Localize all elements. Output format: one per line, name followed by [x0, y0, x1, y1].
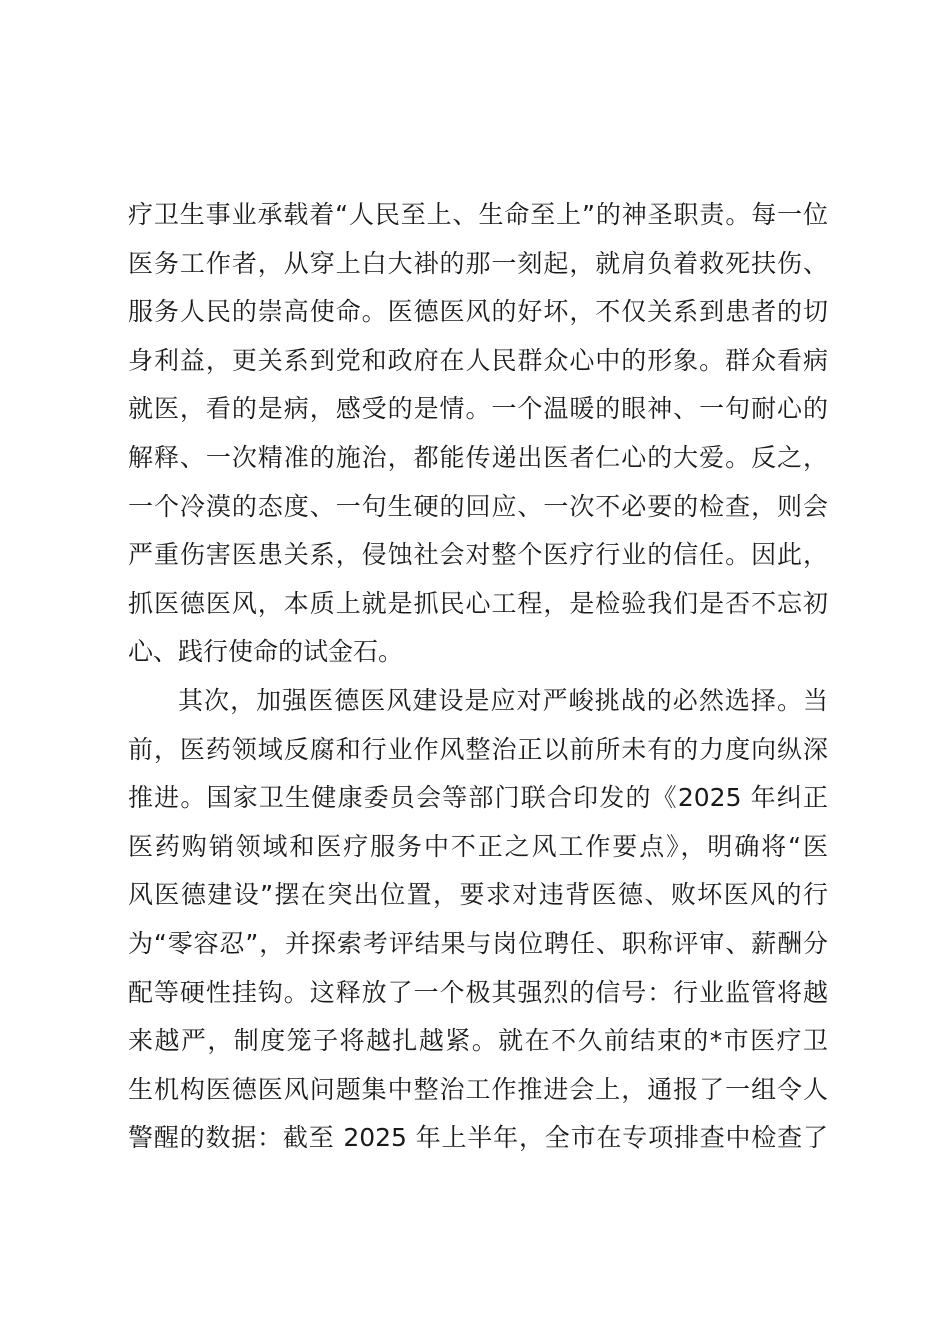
text-line: 生机构医德医风问题集中整治工作推进会上，通报了一组令人 [128, 1074, 828, 1104]
text-line: 来越严，制度笼子将越扎越紧。就在不久前结束的*市医疗卫 [128, 1026, 828, 1056]
text-line: 医药购销领域和医疗服务中不正之风工作要点》，明确将“医 [128, 831, 828, 861]
text-line: 推进。国家卫生健康委员会等部门联合印发的《2025 年纠正 [128, 783, 828, 813]
text-line: 心、践行使命的试金石。 [128, 637, 404, 667]
text-line: 服务人民的崇高使命。医德医风的好坏，不仅关系到患者的切 [128, 297, 828, 327]
text-line: 风医德建设”摆在突出位置，要求对违背医德、败坏医风的行 [128, 880, 828, 910]
text-line: 严重伤害医患关系，侵蚀社会对整个医疗行业的信任。因此， [128, 540, 828, 570]
text-line: 为“零容忍”，并探索考评结果与岗位聘任、职称评审、薪酬分 [128, 928, 828, 958]
text-line: 就医，看的是病，感受的是情。一个温暖的眼神、一句耐心的 [128, 394, 828, 424]
body-text [128, 191, 828, 1163]
text-line: 疗卫生事业承载着“人民至上、生命至上”的神圣职责。每一位 [128, 200, 828, 229]
text-line: 抓医德医风，本质上就是抓民心工程，是检验我们是否不忘初 [128, 588, 828, 618]
text-line: 身利益，更关系到党和政府在人民群众心中的形象。群众看病 [128, 345, 828, 375]
paragraph-start-line: 其次，加强医德医风建设是应对严峻挑战的必然选择。当 [178, 685, 828, 715]
text-line: 解释、一次精准的施治，都能传递出医者仁心的大爱。反之， [128, 442, 828, 472]
text-line: 警醒的数据：截至 2025 年上半年，全市在专项排查中检查了 [128, 1123, 828, 1153]
text-line: 医务工作者，从穿上白大褂的那一刻起，就肩负着救死扶伤、 [128, 248, 828, 278]
text-line: 配等硬性挂钩。这释放了一个极其强烈的信号：行业监管将越 [128, 977, 828, 1007]
text-line: 前，医药领域反腐和行业作风整治正以前所未有的力度向纵深 [128, 734, 828, 764]
text-line: 一个冷漠的态度、一句生硬的回应、一次不必要的检查，则会 [128, 491, 828, 521]
